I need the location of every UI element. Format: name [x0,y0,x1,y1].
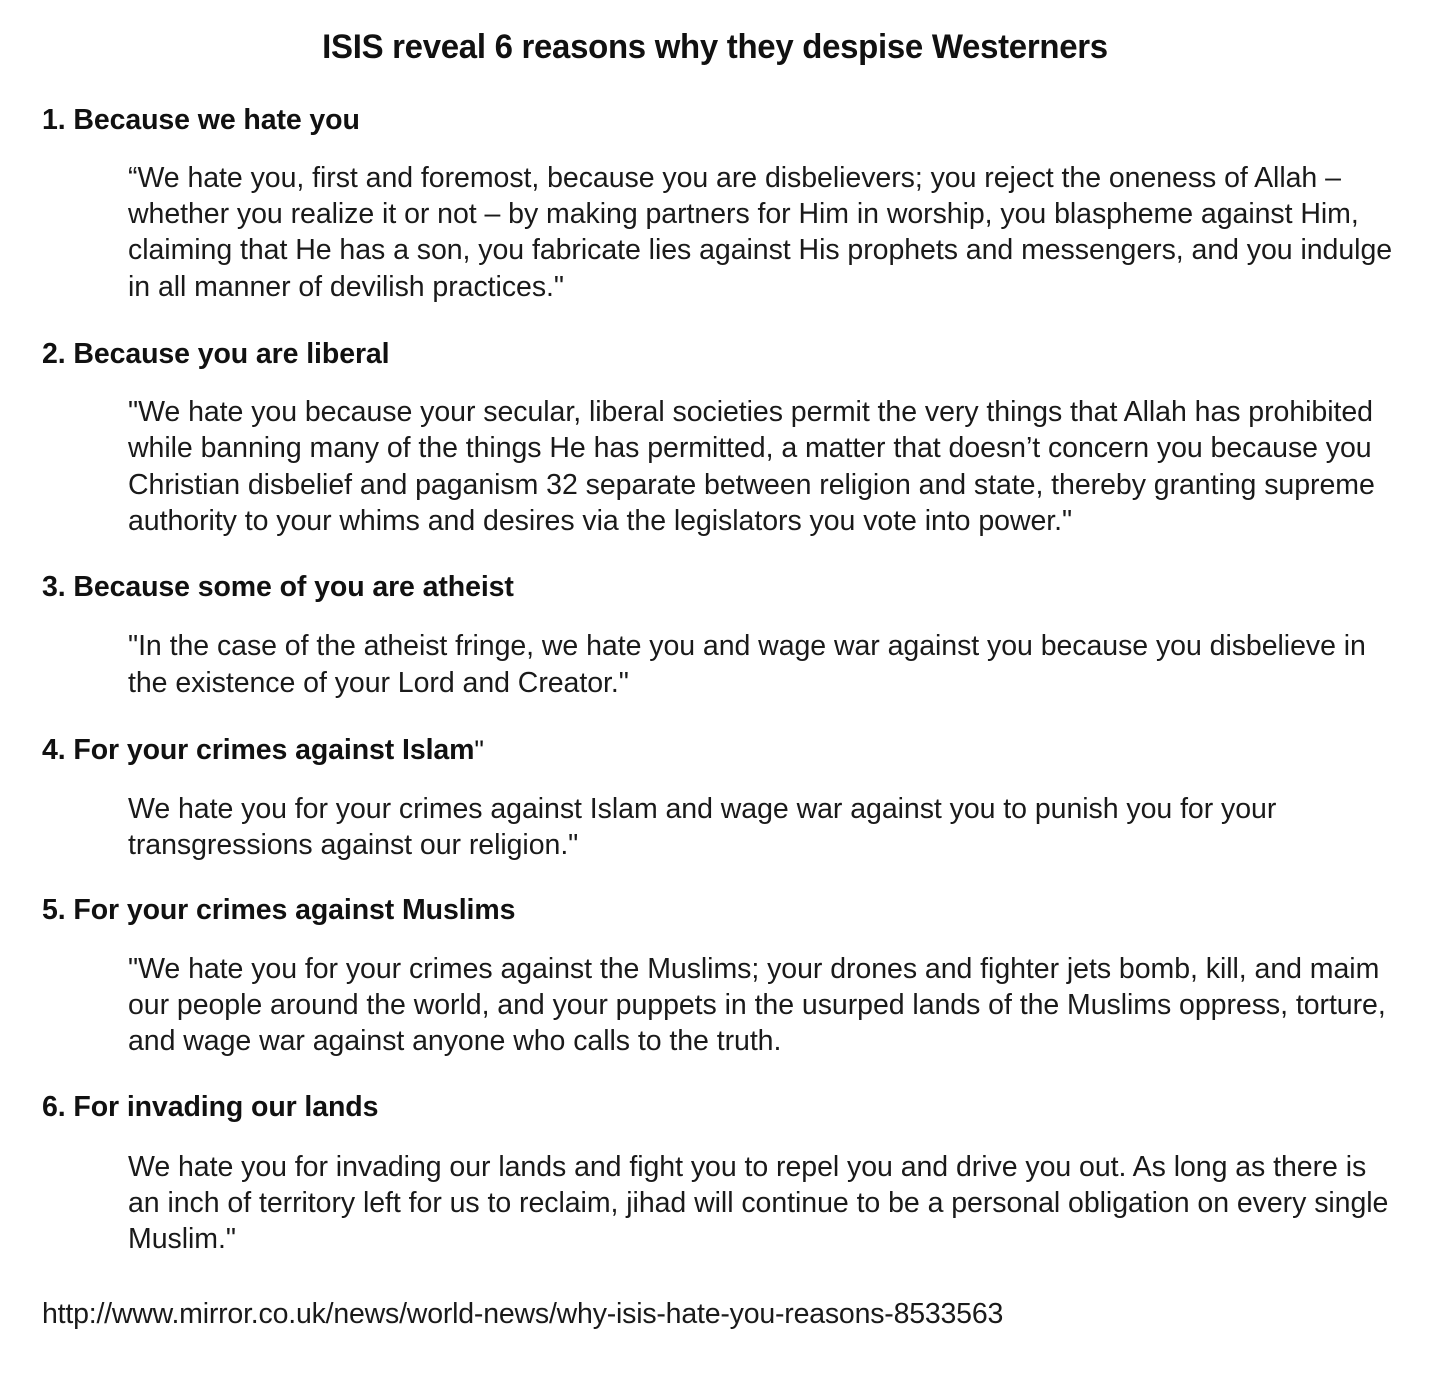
section-6-heading-text: 6. For invading our lands [42,1091,379,1124]
section-2-heading [0,339,1430,370]
sections-list [0,105,1430,1258]
section-4-heading-suffix: " [474,734,484,765]
section-4-heading [0,735,1430,766]
source-url[interactable]: http://www.mirror.co.uk/news/world-news/why-isis-hate-you-reasons-8533563 [42,1298,1004,1331]
section-1-heading [0,105,1430,136]
section-4 [0,735,1430,864]
section-2 [0,339,1430,539]
section-3 [0,572,1430,701]
section-2-heading-text: 2. Because you are liberal [42,337,390,370]
section-6-heading [0,1092,1430,1123]
section-6-body: We hate you for invading our lands and fight you to repel you and drive you out. As long as there is an inch of territory left for us to reclaim, jihad will continue to be a personal obligation on every single Muslim." [128,1150,1389,1256]
section-1 [0,105,1430,305]
section-5-heading-text: 5. For your crimes against Muslims [42,894,516,927]
section-3-heading-text: 3. Because some of you are atheist [42,570,514,603]
section-1-body: “We hate you, first and foremost, because you are disbelievers; you reject the oneness of Allah – whether you realize it or not – by making partners for Him in worship, you blaspheme against Him, claiming that He has a son, you fabricate lies against His prophets and messengers, and you indulge in all manner of devilish practices." [128,162,1393,303]
section-5 [0,895,1430,1059]
section-5-heading [0,895,1430,926]
section-4-body: We hate you for your crimes against Islam and wage war against you to punish you for your transgressions against our religion." [128,793,1277,862]
section-4-heading-text: 4. For your crimes against Islam [42,733,475,766]
section-6 [0,1092,1430,1257]
section-3-body: "In the case of the atheist fringe, we hate you and wage war against you because you disbelieve in the existence of your Lord and Creator." [128,630,1366,699]
section-2-body: "We hate you because your secular, liberal societies permit the very things that Allah has prohibited while banning many of the things He has permitted, a matter that doesn’t concern you because you Christian disbelief and paganism 32 separate between religion and state, thereby granting supreme authority to your whims and desires via the legislators you vote into power." [128,396,1375,537]
section-5-body: "We hate you for your crimes against the Muslims; your drones and fighter jets bomb, kill, and maim our people around the world, and your puppets in the usurped lands of the Muslims oppress, torture, and wage war against anyone who calls to the truth. [128,952,1386,1058]
section-3-heading [0,572,1430,603]
section-1-heading-text: 1. Because we hate you [42,103,360,136]
page-title: ISIS reveal 6 reasons why they despise Westerners [322,28,1108,66]
